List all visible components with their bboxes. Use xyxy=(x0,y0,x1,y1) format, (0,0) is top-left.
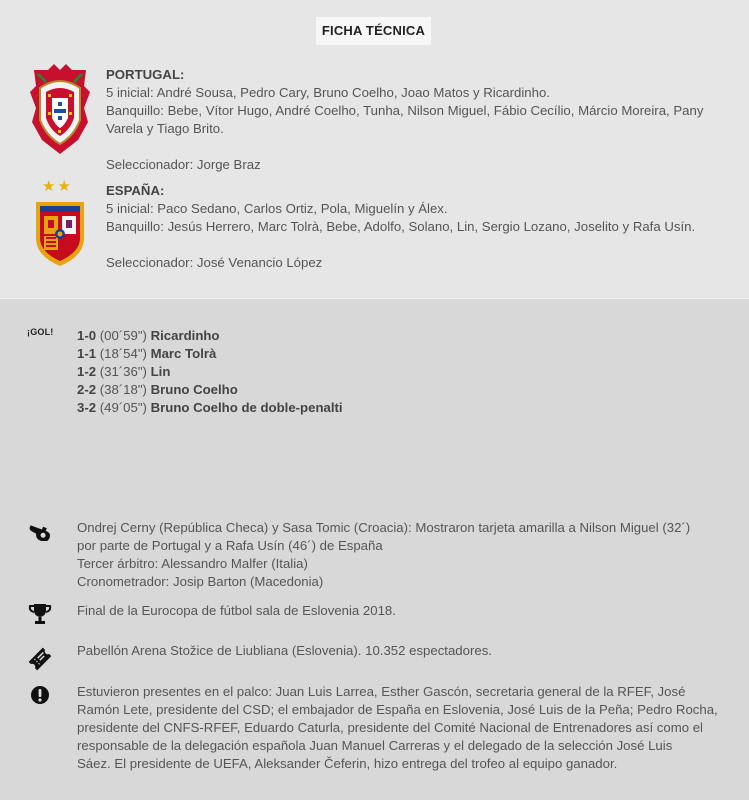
goal-item xyxy=(77,327,343,345)
portugal-crest-icon xyxy=(24,62,96,158)
goal-scorer: Bruno Coelho xyxy=(150,382,238,397)
goal-score: 1-0 xyxy=(77,328,97,343)
portugal-lineup xyxy=(106,66,726,174)
spain-coach: Seleccionador: José Venancio López xyxy=(106,255,323,270)
goal-item xyxy=(77,363,343,381)
trophy-icon xyxy=(28,603,52,625)
spain-bench: Banquillo: Jesús Herrero, Marc Tolrà, Bebe, Adolfo, Solano, Lin, Sergio Lozano, Joselito y Rafa Usín. xyxy=(106,219,696,234)
notes-line-4: responsable de la delegación española Juan Manuel Carreras y el delegado de la selección José Luis xyxy=(77,738,673,753)
referees-info xyxy=(77,519,727,591)
notes-line-2: Ramón Lete, presidente del CSD; el embajador de España en Eslovenia, José Luis de la Peña; Pedro Rocha, xyxy=(77,702,718,717)
goal-scorer: Marc Tolrà xyxy=(150,346,217,361)
goal-time: (18´54") xyxy=(99,346,147,361)
goal-item xyxy=(77,399,343,417)
goal-item xyxy=(77,345,343,363)
goal-item xyxy=(77,381,343,399)
goal-score: 3-2 xyxy=(77,400,97,415)
goal-score: 2-2 xyxy=(77,382,97,397)
goal-time: (49´05") xyxy=(99,400,147,415)
portugal-bench-line-2: Varela y Tiago Brito. xyxy=(106,121,224,136)
notes-line-3: presidente del CNFS-RFEF, Eduardo Caturla, presidente del Comité Nacional de Entrenadores así como el xyxy=(77,720,703,735)
goal-scorer: Bruno Coelho de doble-penalti xyxy=(150,400,343,415)
page-title: FICHA TÉCNICA xyxy=(316,17,431,45)
goal-time: (31´36") xyxy=(99,364,147,379)
timekeeper: Cronometrador: Josip Barton (Macedonia) xyxy=(77,574,324,589)
goal-scorer: Lin xyxy=(150,364,171,379)
goal-time: (38´18") xyxy=(99,382,147,397)
whistle-icon xyxy=(27,523,53,541)
goal-time: (00´59") xyxy=(99,328,147,343)
venue-text: Pabellón Arena Stožice de Liubliana (Eslovenia). 10.352 espectadores. xyxy=(77,643,492,658)
goal-score: 1-1 xyxy=(77,346,97,361)
portugal-bench-line-1: Banquillo: Bebe, Vítor Hugo, André Coelho, Tunha, Nilson Miguel, Fábio Cecílio, Márcio Moreira, Pany xyxy=(106,103,704,118)
ticket-icon xyxy=(26,645,54,673)
spain-starters: 5 inicial: Paco Sedano, Carlos Ortiz, Pola, Miguelín y Álex. xyxy=(106,201,448,216)
goal-score: 1-2 xyxy=(77,364,97,379)
referees-line-2: por parte de Portugal y a Rafa Usín (46´) de España xyxy=(77,538,383,553)
referees-line-1: Ondrej Cerny (República Checa) y Sasa Tomic (Croacia): Mostraron tarjeta amarilla a Nilson Miguel (32´) xyxy=(77,520,691,535)
competition-text: Final de la Eurocopa de fútbol sala de Eslovenia 2018. xyxy=(77,603,396,618)
spain-crest-icon xyxy=(30,198,90,268)
goals-label: ¡GOL! xyxy=(27,327,54,337)
goals-list xyxy=(77,327,343,417)
portugal-coach: Seleccionador: Jorge Braz xyxy=(106,157,261,172)
exclamation-icon xyxy=(30,685,50,705)
third-referee: Tercer árbitro: Alessandro Malfer (Italia) xyxy=(77,556,308,571)
notes-line-5: Sáez. El presidente de UEFA, Aleksander Čeferin, hizo entrega del trofeo al equipo ganador. xyxy=(77,756,618,771)
portugal-team-name: PORTUGAL: xyxy=(106,67,185,82)
notes-line-1: Estuvieron presentes en el palco: Juan Luis Larrea, Esther Gascón, secretaria general de la RFEF, José xyxy=(77,684,686,699)
goal-scorer: Ricardinho xyxy=(150,328,220,343)
spain-team-name: ESPAÑA: xyxy=(106,183,165,198)
notes-info xyxy=(77,683,727,773)
spain-stars: ★★ xyxy=(42,177,73,195)
portugal-starters: 5 inicial: André Sousa, Pedro Cary, Bruno Coelho, Joao Matos y Ricardinho. xyxy=(106,85,550,100)
spain-lineup xyxy=(106,182,726,272)
